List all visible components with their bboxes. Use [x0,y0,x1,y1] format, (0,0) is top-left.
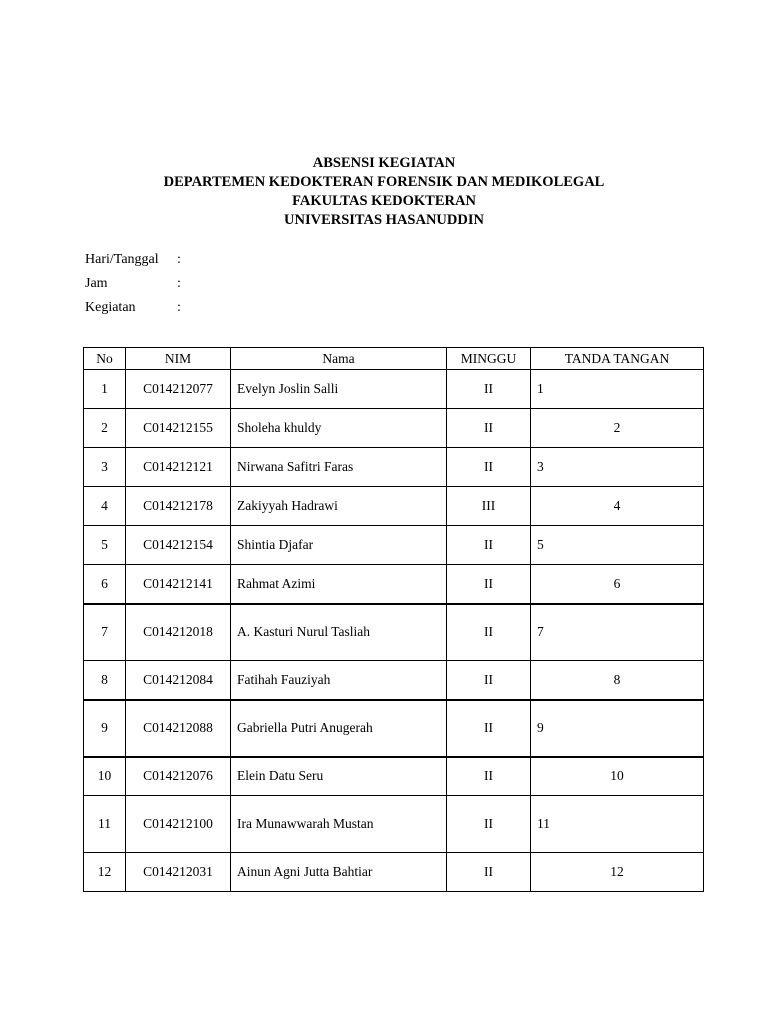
cell-nama: Evelyn Joslin Salli [231,370,447,409]
header-department: DEPARTEMEN KEDOKTERAN FORENSIK DAN MEDIKOLEGAL [163,174,605,190]
cell-nama: Ainun Agni Jutta Bahtiar [231,853,447,892]
cell-no: 5 [84,526,126,565]
cell-nama: A. Kasturi Nurul Tasliah [231,604,447,661]
cell-signature: 6 [531,565,704,604]
cell-no: 4 [84,487,126,526]
table-row [84,604,704,661]
cell-signature: 3 [531,448,704,487]
cell-nim: C014212077 [126,370,231,409]
cell-nim: C014212141 [126,565,231,604]
cell-signature: 9 [531,700,704,757]
cell-nim: C014212076 [126,757,231,796]
date-label: Hari/Tanggal [85,252,159,267]
cell-no: 6 [84,565,126,604]
cell-nim: C014212155 [126,409,231,448]
time-label: Jam [85,276,108,291]
cell-nim: C014212088 [126,700,231,757]
header-faculty: FAKULTAS KEDOKTERAN [292,193,476,209]
cell-nama: Rahmat Azimi [231,565,447,604]
column-header-tanda-tangan: TANDA TANGAN [531,348,704,370]
cell-nama: Zakiyyah Hadrawi [231,487,447,526]
cell-nama: Fatihah Fauziyah [231,661,447,700]
activity-colon: : [177,300,181,315]
cell-nim: C014212084 [126,661,231,700]
cell-no: 11 [84,796,126,853]
table-row [84,700,704,757]
cell-signature: 1 [531,370,704,409]
cell-signature: 7 [531,604,704,661]
cell-no: 12 [84,853,126,892]
column-header-minggu: MINGGU [447,348,531,370]
cell-nama: Gabriella Putri Anugerah [231,700,447,757]
cell-minggu: II [447,796,531,853]
cell-signature: 8 [531,661,704,700]
cell-nim: C014212100 [126,796,231,853]
cell-nama: Shintia Djafar [231,526,447,565]
activity-label: Kegiatan [85,300,136,315]
cell-nama: Elein Datu Seru [231,757,447,796]
table-row [84,370,704,409]
cell-minggu: II [447,853,531,892]
cell-nim: C014212178 [126,487,231,526]
cell-no: 7 [84,604,126,661]
cell-signature: 10 [531,757,704,796]
cell-minggu: II [447,409,531,448]
cell-minggu: II [447,604,531,661]
header-title: ABSENSI KEGIATAN [312,155,456,171]
cell-no: 2 [84,409,126,448]
cell-nama: Nirwana Safitri Faras [231,448,447,487]
table-row [84,409,704,448]
cell-minggu: III [447,487,531,526]
table-row [84,448,704,487]
table-row [84,565,704,604]
column-header-no: No [84,348,126,370]
cell-minggu: II [447,448,531,487]
cell-no: 1 [84,370,126,409]
table-row [84,796,704,853]
cell-no: 9 [84,700,126,757]
cell-minggu: II [447,526,531,565]
cell-minggu: II [447,700,531,757]
cell-signature: 4 [531,487,704,526]
table-row [84,487,704,526]
cell-nim: C014212018 [126,604,231,661]
header-university: UNIVERSITAS HASANUDDIN [284,212,484,228]
cell-no: 8 [84,661,126,700]
column-header-nama: Nama [231,348,447,370]
cell-signature: 5 [531,526,704,565]
cell-nama: Sholeha khuldy [231,409,447,448]
table-row [84,526,704,565]
attendance-table [83,347,704,892]
cell-minggu: II [447,565,531,604]
cell-no: 10 [84,757,126,796]
table-row [84,757,704,796]
table-header-row [84,348,704,370]
date-colon: : [177,252,181,267]
cell-nim: C014212121 [126,448,231,487]
cell-signature: 12 [531,853,704,892]
cell-minggu: II [447,661,531,700]
cell-nim: C014212031 [126,853,231,892]
cell-nama: Ira Munawwarah Mustan [231,796,447,853]
cell-minggu: II [447,370,531,409]
cell-no: 3 [84,448,126,487]
document-header [0,154,768,230]
cell-nim: C014212154 [126,526,231,565]
cell-minggu: II [447,757,531,796]
cell-signature: 2 [531,409,704,448]
cell-signature: 11 [531,796,704,853]
time-colon: : [177,276,181,291]
column-header-nim: NIM [126,348,231,370]
table-row [84,853,704,892]
table-row [84,661,704,700]
